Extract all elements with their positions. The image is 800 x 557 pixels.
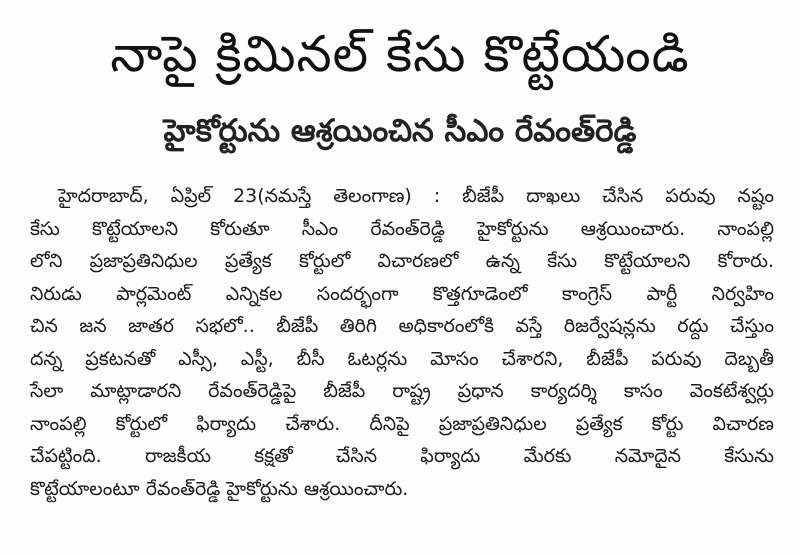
article-body [30, 180, 774, 505]
article-line: సేలా మాట్లాడారని రేవంత్‌రెడ్డిపై బీజేపీ రాష్ట్ర ప్రధాన కార్యదర్శి కాసం వెంకటేశ్వర్లు [30, 380, 774, 402]
article-line: దన్న ప్రకటనతో ఎస్సీ, ఎస్టీ, బీసీ ఓటర్లను మోసం చేశారని, బీజేపీ పరువు దెబ్బతీ [30, 347, 774, 370]
article-line: కొట్టేయాలంటూ రేవంత్‌రెడ్డి హైకోర్టును ఆశ్రయించారు. [30, 477, 409, 500]
article-line: నిరుడు పార్లమెంట్‌ ఎన్నికల సందర్భంగా కొత్తగూడెంలో కాంగ్రెస్‌ పార్టీ నిర్వహిం [30, 282, 774, 305]
article-line: చేపట్టింది. రాజకీయ కక్షతో చేసిన ఫిర్యాదు మేరకు నమోదైన కేసును [30, 445, 774, 467]
headline: నాపై క్రిమినల్‌ కేసు కొట్టేయండి [110, 25, 690, 83]
article-line: లోని ప్రజాప్రతినిధుల ప్రత్యేక కోర్టులో విచారణలో ఉన్న కేసు కొట్టేయాలని కోరారు. [30, 250, 774, 272]
article-line: చిన జన జాతర సభలో.. బీజేపీ తిరిగి అధికారంలోకి వస్తే రిజర్వేషన్లను రద్దు చేస్తుం [30, 315, 774, 337]
article-line: కేసు కొట్టేయాలని కోరుతూ సీఎం రేవంత్‌రెడ్డి హైకోర్టును ఆశ్రయించారు. నాంపల్లి [30, 217, 774, 240]
subheadline: హైకోర్టును ఆశ్రయించిన సీఎం రేవంత్‌రెడ్డి [163, 113, 637, 149]
article-line: హైదరాబాద్‌, ఏప్రిల్‌ 23(నమస్తే తెలంగాణ) : బీజేపీ దాఖలు చేసిన పరువు నష్టం [58, 185, 774, 207]
article-line: నాంపల్లి కోర్టులో ఫిర్యాదు చేశారు. దీనిపై ప్రజాప్రతినిధుల ప్రత్యేక కోర్టు విచారణ [30, 412, 774, 435]
